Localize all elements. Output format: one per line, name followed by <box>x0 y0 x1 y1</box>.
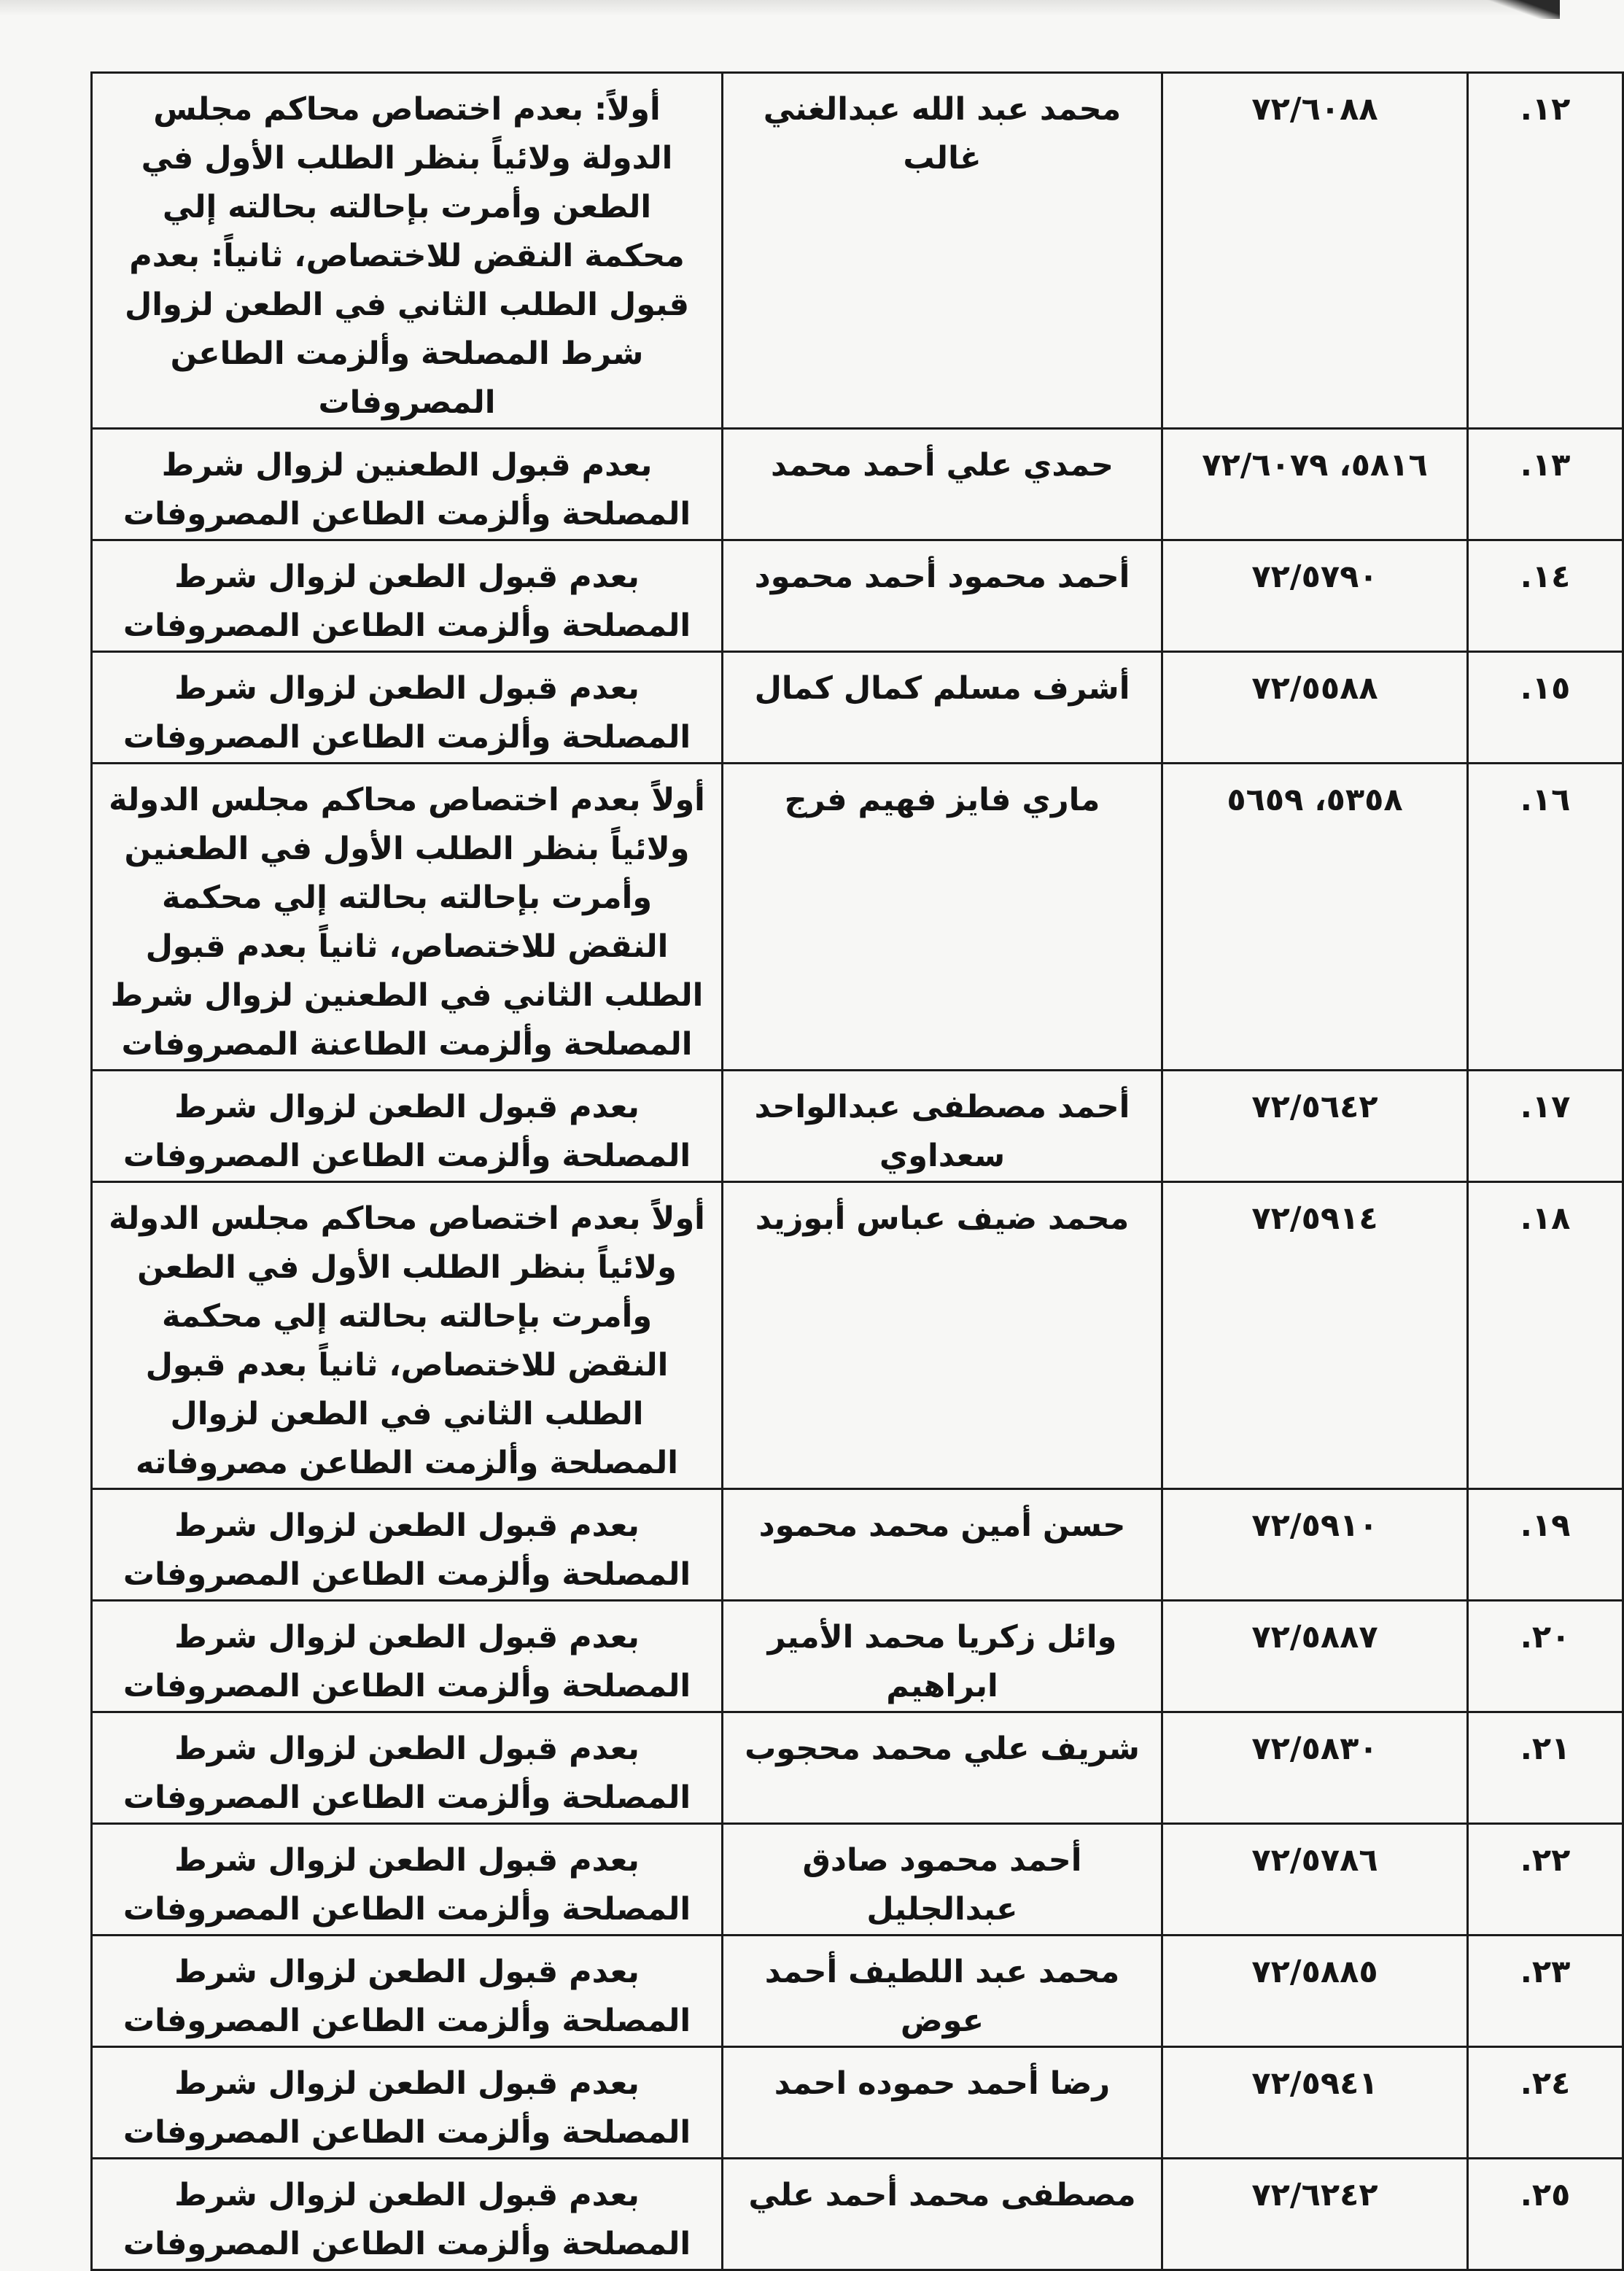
ruling-text: بعدم قبول الطعن لزوال شرط المصلحة وألزمت الطاعن المصروفات <box>123 1089 691 1174</box>
case-number-cell <box>1162 1824 1468 1936</box>
appellant-name: محمد ضيف عباس أبوزيد <box>755 1200 1130 1237</box>
case-number-cell <box>1162 1601 1468 1712</box>
case-number: ٧٢/٥٨٨٧ <box>1251 1619 1378 1655</box>
appellant-cell <box>723 1601 1162 1712</box>
serial-number: ١٤. <box>1520 559 1571 595</box>
appellant-name: وائل زكريا محمد الأمير ابراهيم <box>767 1619 1117 1704</box>
serial-number: ١٢. <box>1520 91 1571 128</box>
table-row <box>92 1071 1623 1182</box>
appellant-cell <box>723 1712 1162 1824</box>
ruling-cell <box>92 73 723 429</box>
appellant-cell <box>723 1071 1162 1182</box>
table-row <box>92 1182 1623 1489</box>
appellant-name: رضا أحمد حموده احمد <box>774 2065 1111 2102</box>
case-number: ٧٢/٥٨٣٠ <box>1251 1731 1378 1767</box>
appellant-name: محمد عبد اللطيف أحمد عوض <box>764 1954 1120 2039</box>
table-row <box>92 1712 1623 1824</box>
ruling-cell <box>92 540 723 652</box>
case-number: ٧٢/٥٧٨٦ <box>1251 1842 1378 1879</box>
rulings-table <box>90 71 1624 2271</box>
ruling-cell <box>92 429 723 540</box>
case-number: ٧٢/٦٠٨٨ <box>1251 91 1378 128</box>
case-number: ٧٢/٥٨٨٥ <box>1251 1954 1378 1990</box>
table-row <box>92 540 1623 652</box>
serial-cell <box>1468 1936 1623 2047</box>
appellant-cell <box>723 73 1162 429</box>
serial-cell <box>1468 1824 1623 1936</box>
appellant-name: حمدي علي أحمد محمد <box>770 447 1114 484</box>
ruling-text: أولاً بعدم اختصاص محاكم مجلس الدولة ولائياً بنظر الطلب الأول في الطعنين وأمرت بإحالته بحالته إلي محكمة النقض للاختصاص، ثانياً بعدم قبول الطلب الثاني في الطعنين لزوال شرط المصلحة وألزمت الطاعنة المصروفات <box>109 782 705 1063</box>
case-number-cell <box>1162 73 1468 429</box>
serial-cell <box>1468 1071 1623 1182</box>
ruling-text: أولاً: بعدم اختصاص محاكم مجلس الدولة ولائياً بنظر الطلب الأول في الطعن وأمرت بإحالته بحالته إلي محكمة النقض للاختصاص، ثانياً: بعدم قبول الطلب الثاني في الطعن لزوال شرط المصلحة وألزمت الطاعن المصروفات <box>125 91 689 421</box>
case-number-cell <box>1162 540 1468 652</box>
case-number-cell <box>1162 1071 1468 1182</box>
ruling-cell <box>92 1601 723 1712</box>
case-number-cell <box>1162 2047 1468 2159</box>
ruling-text: بعدم قبول الطعن لزوال شرط المصلحة وألزمت الطاعن المصروفات <box>123 1507 691 1593</box>
serial-number: ١٦. <box>1520 782 1571 818</box>
serial-cell <box>1468 1601 1623 1712</box>
table-row <box>92 652 1623 764</box>
appellant-cell <box>723 1182 1162 1489</box>
table-row <box>92 1824 1623 1936</box>
appellant-name: مصطفى محمد أحمد علي <box>748 2177 1136 2213</box>
scan-corner-mark <box>1480 0 1560 19</box>
case-number: ٧٢/٥٩٤١ <box>1251 2065 1378 2102</box>
serial-cell <box>1468 540 1623 652</box>
case-number: ٧٢/٥٧٩٠ <box>1251 559 1378 595</box>
ruling-cell <box>92 1489 723 1601</box>
ruling-cell <box>92 1936 723 2047</box>
table-row <box>92 429 1623 540</box>
serial-cell <box>1468 1182 1623 1489</box>
ruling-cell <box>92 652 723 764</box>
appellant-name: أحمد محمود أحمد محمود <box>754 559 1130 595</box>
ruling-text: بعدم قبول الطعن لزوال شرط المصلحة وألزمت الطاعن المصروفات <box>123 1731 691 1816</box>
case-number: ٧٢/٥٥٨٨ <box>1251 670 1378 707</box>
ruling-text: بعدم قبول الطعن لزوال شرط المصلحة وألزمت الطاعن المصروفات <box>123 1842 691 1928</box>
case-number: ٧٢/٥٩١٤ <box>1251 1200 1378 1237</box>
case-number: ٥٣٥٨، ٥٦٥٩ <box>1227 782 1403 818</box>
case-number-cell <box>1162 1182 1468 1489</box>
table-row <box>92 73 1623 429</box>
appellant-cell <box>723 429 1162 540</box>
ruling-cell <box>92 1824 723 1936</box>
case-number-cell <box>1162 1489 1468 1601</box>
appellant-name: ماري فايز فهيم فرج <box>784 782 1100 818</box>
case-number-cell <box>1162 1936 1468 2047</box>
appellant-cell <box>723 540 1162 652</box>
serial-number: ٢٢. <box>1520 1842 1571 1879</box>
appellant-cell <box>723 652 1162 764</box>
ruling-text: أولاً بعدم اختصاص محاكم مجلس الدولة ولائياً بنظر الطلب الأول في الطعن وأمرت بإحالته بحالته إلي محكمة النقض للاختصاص، ثانياً بعدم قبول الطلب الثاني في الطعن لزوال المصلحة وألزمت الطاعن مصروفاته <box>109 1200 705 1481</box>
serial-cell <box>1468 764 1623 1071</box>
ruling-text: بعدم قبول الطعن لزوال شرط المصلحة وألزمت الطاعن المصروفات <box>123 1954 691 2039</box>
appellant-name: حسن أمين محمد محمود <box>758 1507 1126 1544</box>
case-number: ٧٢/٥٩١٠ <box>1251 1507 1378 1544</box>
appellant-name: محمد عبد الله عبدالغني غالب <box>763 91 1122 176</box>
ruling-cell <box>92 1182 723 1489</box>
serial-cell <box>1468 2159 1623 2270</box>
case-number-cell <box>1162 2159 1468 2270</box>
serial-number: ١٧. <box>1520 1089 1571 1125</box>
serial-cell <box>1468 73 1623 429</box>
ruling-text: بعدم قبول الطعنين لزوال شرط المصلحة وألزمت الطاعن المصروفات <box>123 447 691 532</box>
case-number-cell <box>1162 1712 1468 1824</box>
ruling-text: بعدم قبول الطعن لزوال شرط المصلحة وألزمت الطاعن المصروفات <box>123 2177 691 2262</box>
case-number: ٧٢/٥٦٤٢ <box>1251 1089 1378 1125</box>
scan-edge-shadow <box>0 0 1560 16</box>
table-row <box>92 2047 1623 2159</box>
serial-number: ٢٣. <box>1520 1954 1571 1990</box>
ruling-text: بعدم قبول الطعن لزوال شرط المصلحة وألزمت الطاعن المصروفات <box>123 2065 691 2151</box>
ruling-cell <box>92 1071 723 1182</box>
appellant-name: أحمد محمود صادق عبدالجليل <box>802 1842 1082 1928</box>
rulings-table-body <box>92 73 1623 2270</box>
ruling-cell <box>92 764 723 1071</box>
serial-number: ٢٥. <box>1520 2177 1571 2213</box>
serial-number: ١٩. <box>1520 1507 1571 1544</box>
table-row <box>92 1936 1623 2047</box>
table-row <box>92 1601 1623 1712</box>
ruling-cell <box>92 2159 723 2270</box>
serial-number: ١٨. <box>1520 1200 1571 1237</box>
appellant-cell <box>723 1824 1162 1936</box>
table-row <box>92 1489 1623 1601</box>
table-row <box>92 764 1623 1071</box>
table-row <box>92 2159 1623 2270</box>
serial-number: ١٣. <box>1520 447 1571 484</box>
appellant-cell <box>723 1489 1162 1601</box>
ruling-text: بعدم قبول الطعن لزوال شرط المصلحة وألزمت الطاعن المصروفات <box>123 1619 691 1704</box>
appellant-cell <box>723 764 1162 1071</box>
ruling-cell <box>92 2047 723 2159</box>
case-number-cell <box>1162 764 1468 1071</box>
ruling-cell <box>92 1712 723 1824</box>
serial-number: ٢٠. <box>1520 1619 1571 1655</box>
serial-cell <box>1468 652 1623 764</box>
case-number: ٧٢/٦٢٤٢ <box>1251 2177 1378 2213</box>
serial-number: ١٥. <box>1520 670 1571 707</box>
serial-number: ٢١. <box>1520 1731 1571 1767</box>
serial-cell <box>1468 2047 1623 2159</box>
appellant-name: شريف علي محمد محجوب <box>745 1731 1140 1767</box>
serial-cell <box>1468 429 1623 540</box>
appellant-name: أحمد مصطفى عبدالواحد سعداوي <box>754 1089 1130 1174</box>
case-number: ٥٨١٦، ٧٢/٦٠٧٩ <box>1202 447 1428 484</box>
appellant-cell <box>723 2159 1162 2270</box>
appellant-cell <box>723 1936 1162 2047</box>
case-number-cell <box>1162 429 1468 540</box>
serial-cell <box>1468 1712 1623 1824</box>
appellant-name: أشرف مسلم كمال كمال <box>754 670 1130 707</box>
appellant-cell <box>723 2047 1162 2159</box>
ruling-text: بعدم قبول الطعن لزوال شرط المصلحة وألزمت الطاعن المصروفات <box>123 670 691 756</box>
serial-number: ٢٤. <box>1520 2065 1571 2102</box>
ruling-text: بعدم قبول الطعن لزوال شرط المصلحة وألزمت الطاعن المصروفات <box>123 559 691 644</box>
case-number-cell <box>1162 652 1468 764</box>
serial-cell <box>1468 1489 1623 1601</box>
